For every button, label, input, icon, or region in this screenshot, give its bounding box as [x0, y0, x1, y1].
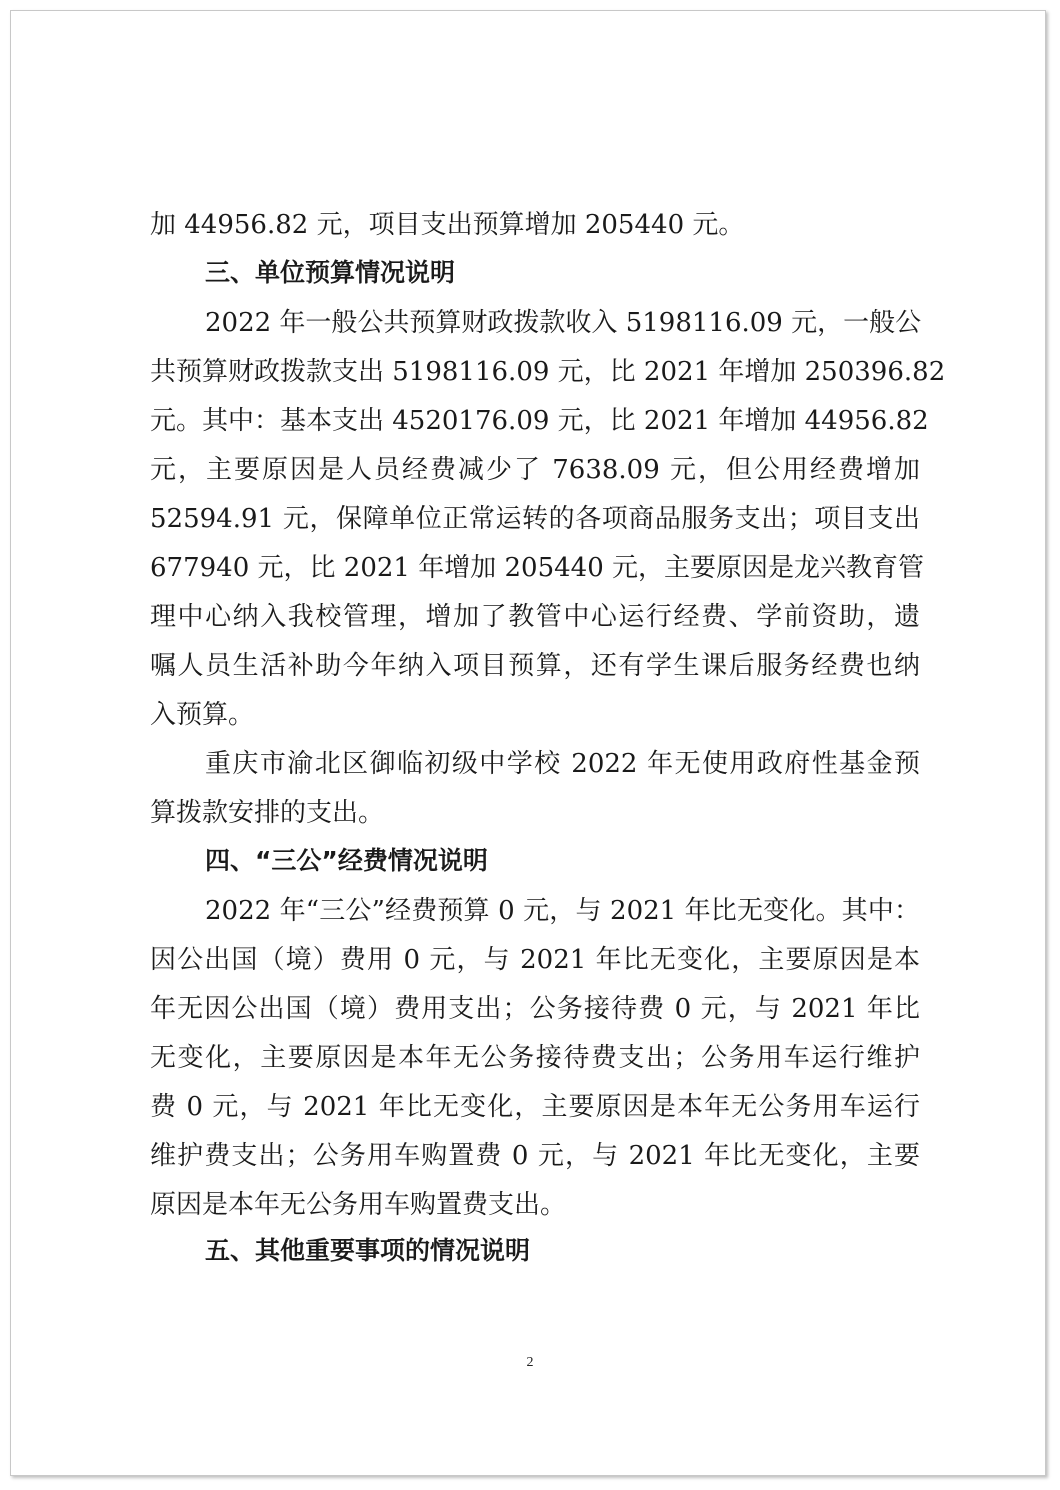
text-line: 算拨款安排的支出。 [150, 798, 385, 828]
text-line: 维护费支出；公务用车购置费 0 元，与 2021 年比无变化，主要 [150, 1141, 920, 1171]
text-line: 嘱人员生活补助今年纳入项目预算，还有学生课后服务经费也纳 [150, 651, 920, 681]
text-line: 无变化，主要原因是本年无公务接待费支出；公务用车运行维护 [150, 1043, 920, 1073]
section-heading-other-matters: 五、其他重要事项的情况说明 [205, 1236, 531, 1265]
text-line: 2022 年“三公”经费预算 0 元，与 2021 年比无变化。其中： [205, 896, 920, 926]
text-line: 理中心纳入我校管理，增加了教管中心运行经费、学前资助，遗 [150, 602, 920, 632]
text-line: 2022 年一般公共预算财政拨款收入 5198116.09 元，一般公 [205, 308, 922, 338]
text-line: 原因是本年无公务用车购置费支出。 [150, 1190, 567, 1220]
text-line: 年无因公出国（境）费用支出；公务接待费 0 元，与 2021 年比 [150, 994, 920, 1024]
text-line: 因公出国（境）费用 0 元，与 2021 年比无变化，主要原因是本 [150, 945, 920, 975]
text-line: 元，主要原因是人员经费减少了 7638.09 元，但公用经费增加 [150, 455, 920, 485]
text-line: 重庆市渝北区御临初级中学校 2022 年无使用政府性基金预 [205, 749, 920, 779]
section-heading-unit-budget: 三、单位预算情况说明 [205, 258, 456, 287]
text-line: 677940 元，比 2021 年增加 205440 元，主要原因是龙兴教育管 [150, 553, 924, 583]
section-heading-three-public-expenses: 四、“三公”经费情况说明 [205, 846, 488, 875]
text-line: 入预算。 [150, 700, 255, 730]
text-line: 元。其中：基本支出 4520176.09 元，比 2021 年增加 44956.82 [150, 406, 929, 436]
text-line: 加 44956.82 元，项目支出预算增加 205440 元。 [150, 210, 745, 240]
text-line: 共预算财政拨款支出 5198116.09 元，比 2021 年增加 250396.82 [150, 357, 946, 387]
text-line: 费 0 元，与 2021 年比无变化，主要原因是本年无公务用车运行 [150, 1092, 920, 1122]
page-number: 2 [526, 1355, 534, 1370]
text-line: 52594.91 元，保障单位正常运转的各项商品服务支出；项目支出 [150, 504, 920, 534]
